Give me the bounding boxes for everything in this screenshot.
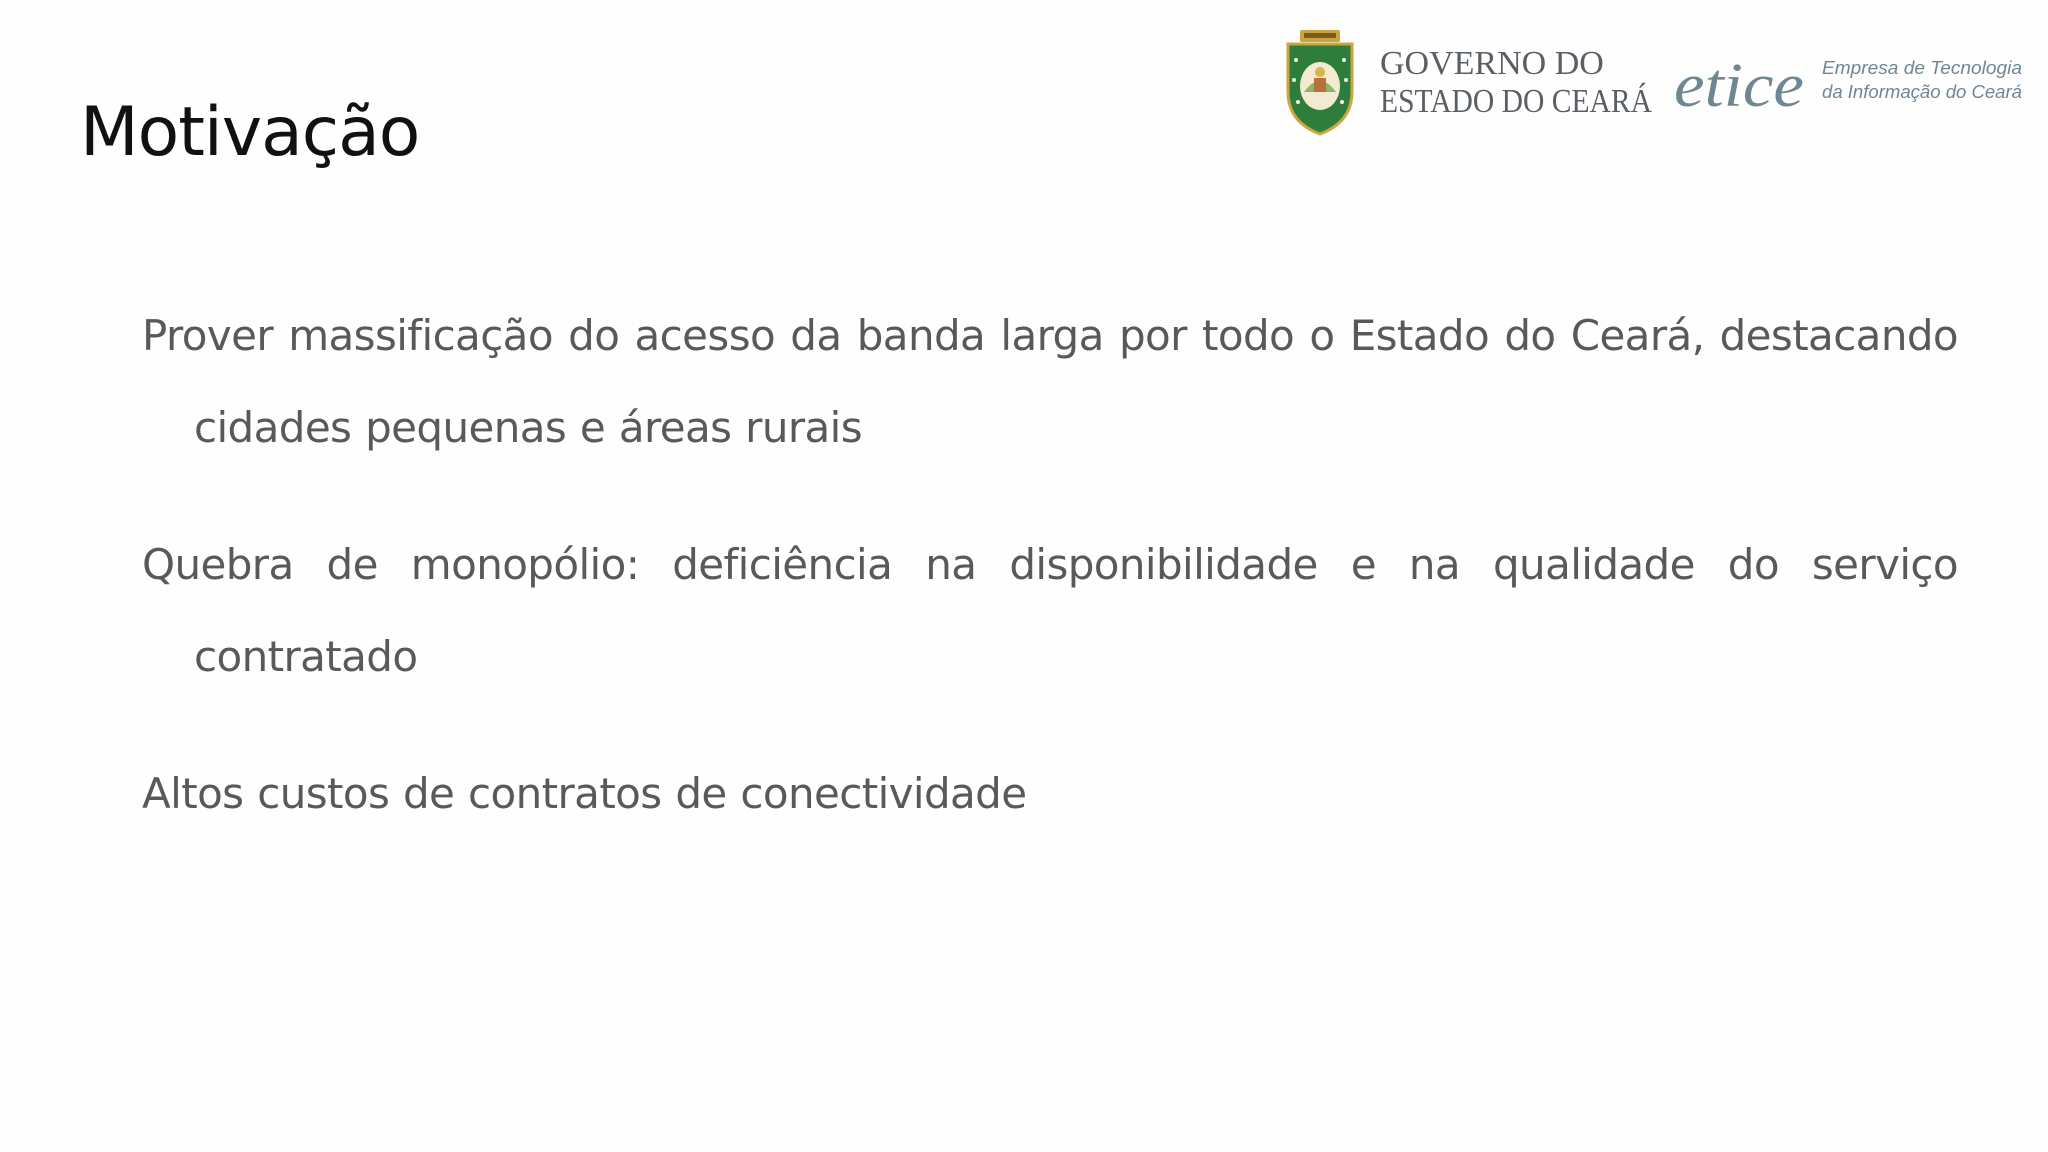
bullet-item: Prover massificação do acesso da banda larga por todo o Estado do Ceará, destacando cidades pequenas e áreas rurais [142,311,1958,452]
bullet-item: Altos custos de contratos de conectividade [142,769,1027,818]
logos-svg [1280,26,2028,138]
etice-wordmark: etice [1674,52,1804,120]
government-line1: GOVERNO DO [1380,45,1604,82]
slide-title: Motivação [80,93,420,172]
header-logos [1280,26,2028,138]
government-line2: ESTADO DO CEARÁ [1380,83,1653,120]
state-coat-of-arms-icon [1288,30,1352,134]
etice-tagline-line2: da Informação do Ceará [1822,82,2022,102]
bullet-item: Quebra de monopólio: deficiência na disponibilidade e na qualidade do serviço contratado [142,540,1958,681]
etice-tagline-line1: Empresa de Tecnologia [1822,58,2022,78]
bullet-list [142,290,1958,885]
